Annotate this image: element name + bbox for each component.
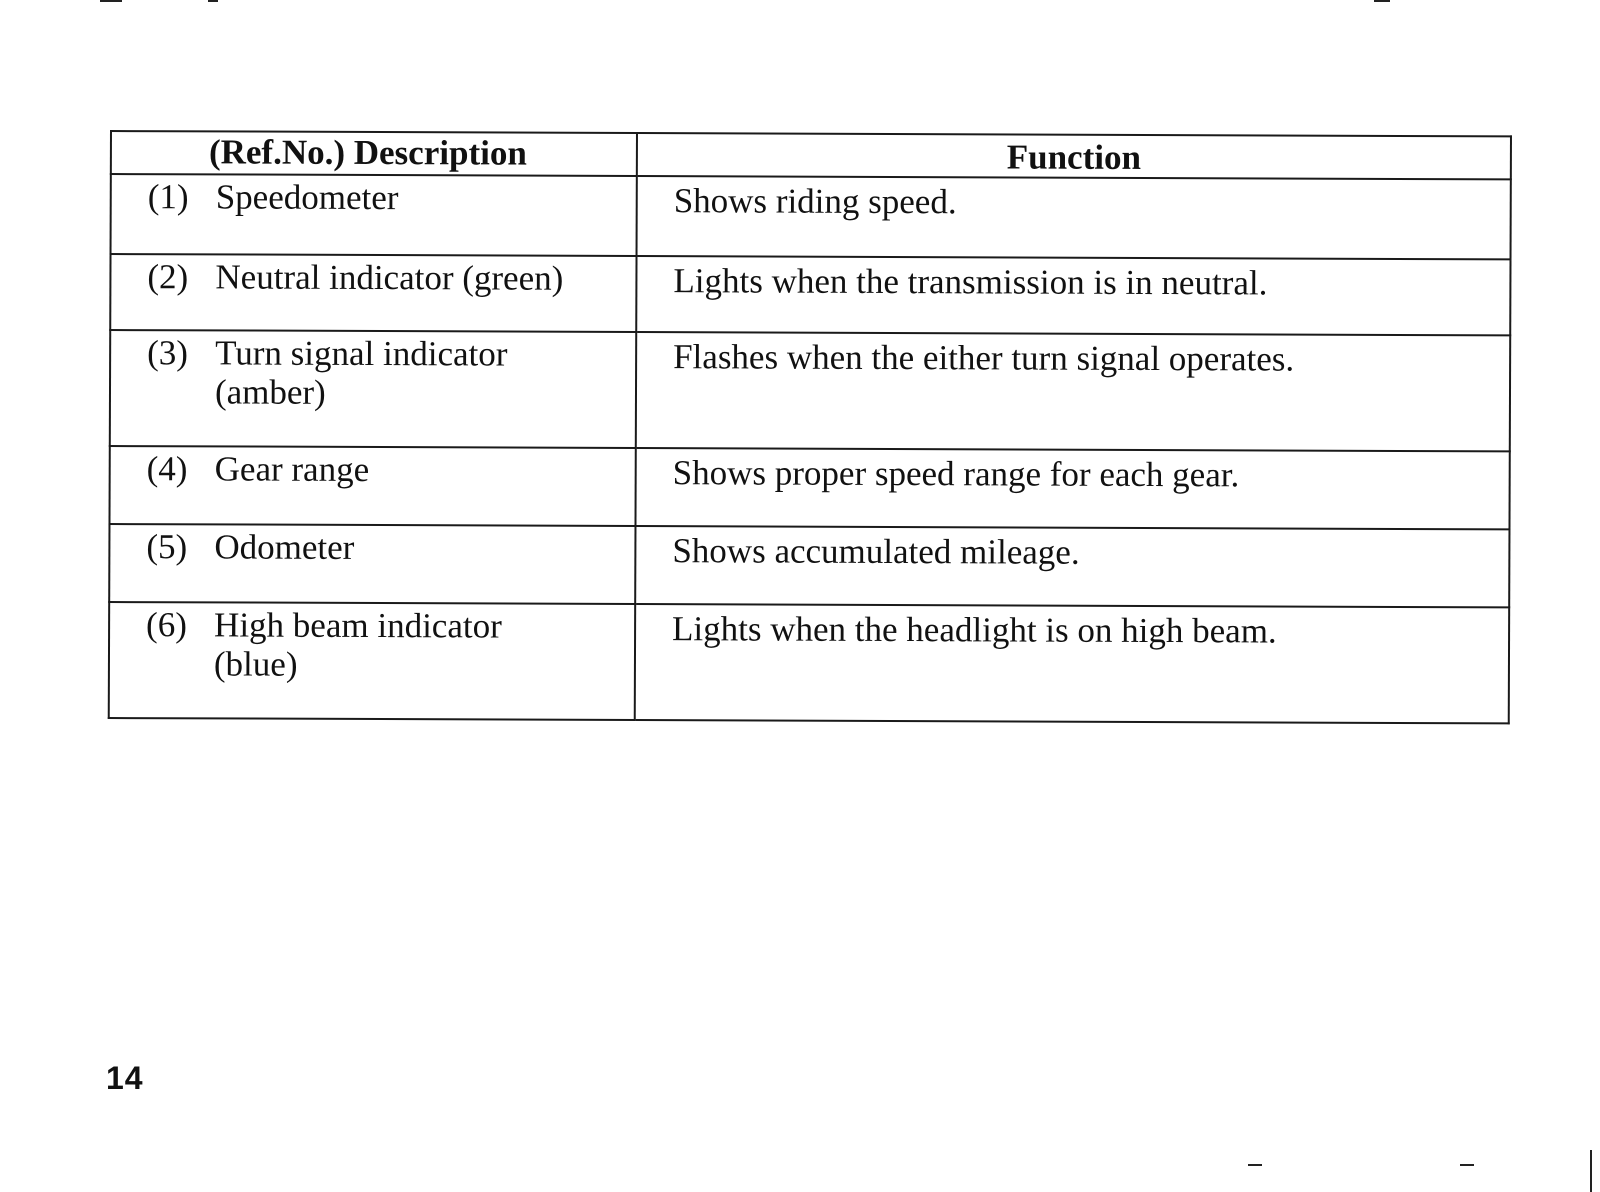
item-function: Shows proper speed range for each gear.: [672, 453, 1240, 495]
function-column-header: Function: [637, 133, 1511, 179]
function-cell: [636, 256, 1510, 335]
ref-number: (2): [147, 257, 189, 297]
item-description: High beam indicator (blue): [213, 605, 502, 684]
function-cell: [635, 448, 1509, 529]
crop-mark-top-left: [100, 0, 122, 2]
function-cell: [635, 526, 1509, 607]
crop-mark-bottom-right-2: [1460, 1164, 1474, 1166]
item-function: Lights when the transmission is in neutral.: [673, 261, 1268, 303]
item-function: Flashes when the either turn signal operates.: [673, 337, 1295, 379]
crop-mark-top-left-2: [208, 0, 218, 2]
item-function: Shows riding speed.: [673, 181, 957, 222]
function-cell: [636, 332, 1510, 451]
description-cell: [110, 254, 636, 332]
description-cell: [111, 174, 637, 256]
crop-mark-bottom-right-1: [1248, 1164, 1262, 1166]
ref-number: (3): [147, 333, 189, 373]
table-row: [111, 174, 1511, 259]
description-cell: [109, 446, 635, 526]
function-cell: [637, 176, 1511, 259]
ref-number: (1): [147, 177, 189, 217]
table-row: [110, 254, 1510, 335]
item-function: Lights when the headlight is on high beam.: [672, 609, 1277, 651]
item-function: Shows accumulated mileage.: [672, 531, 1080, 572]
page-number: 14: [106, 1060, 144, 1096]
table-row: [109, 602, 1509, 723]
ref-number: (4): [146, 449, 188, 489]
crop-mark-right-edge: [1590, 1150, 1592, 1192]
item-description: Turn signal indicator (amber): [214, 333, 508, 412]
description-column-header: (Ref.No.) Description: [111, 131, 637, 176]
item-description: Gear range: [214, 449, 370, 489]
description-cell: [109, 524, 635, 604]
item-description: Speedometer: [215, 177, 399, 218]
description-cell: [109, 602, 635, 720]
function-cell: [635, 604, 1509, 723]
item-description: Odometer: [214, 527, 355, 567]
table-header-row: [111, 131, 1511, 179]
crop-mark-top-right: [1374, 0, 1390, 2]
table-row: [109, 446, 1509, 529]
ref-number: (6): [146, 605, 187, 645]
item-description: Neutral indicator (green): [215, 257, 564, 298]
indicator-function-table: [108, 130, 1512, 724]
table-row: [110, 330, 1510, 451]
description-cell: [110, 330, 636, 448]
table-row: [109, 524, 1509, 607]
ref-number: (5): [146, 527, 188, 567]
